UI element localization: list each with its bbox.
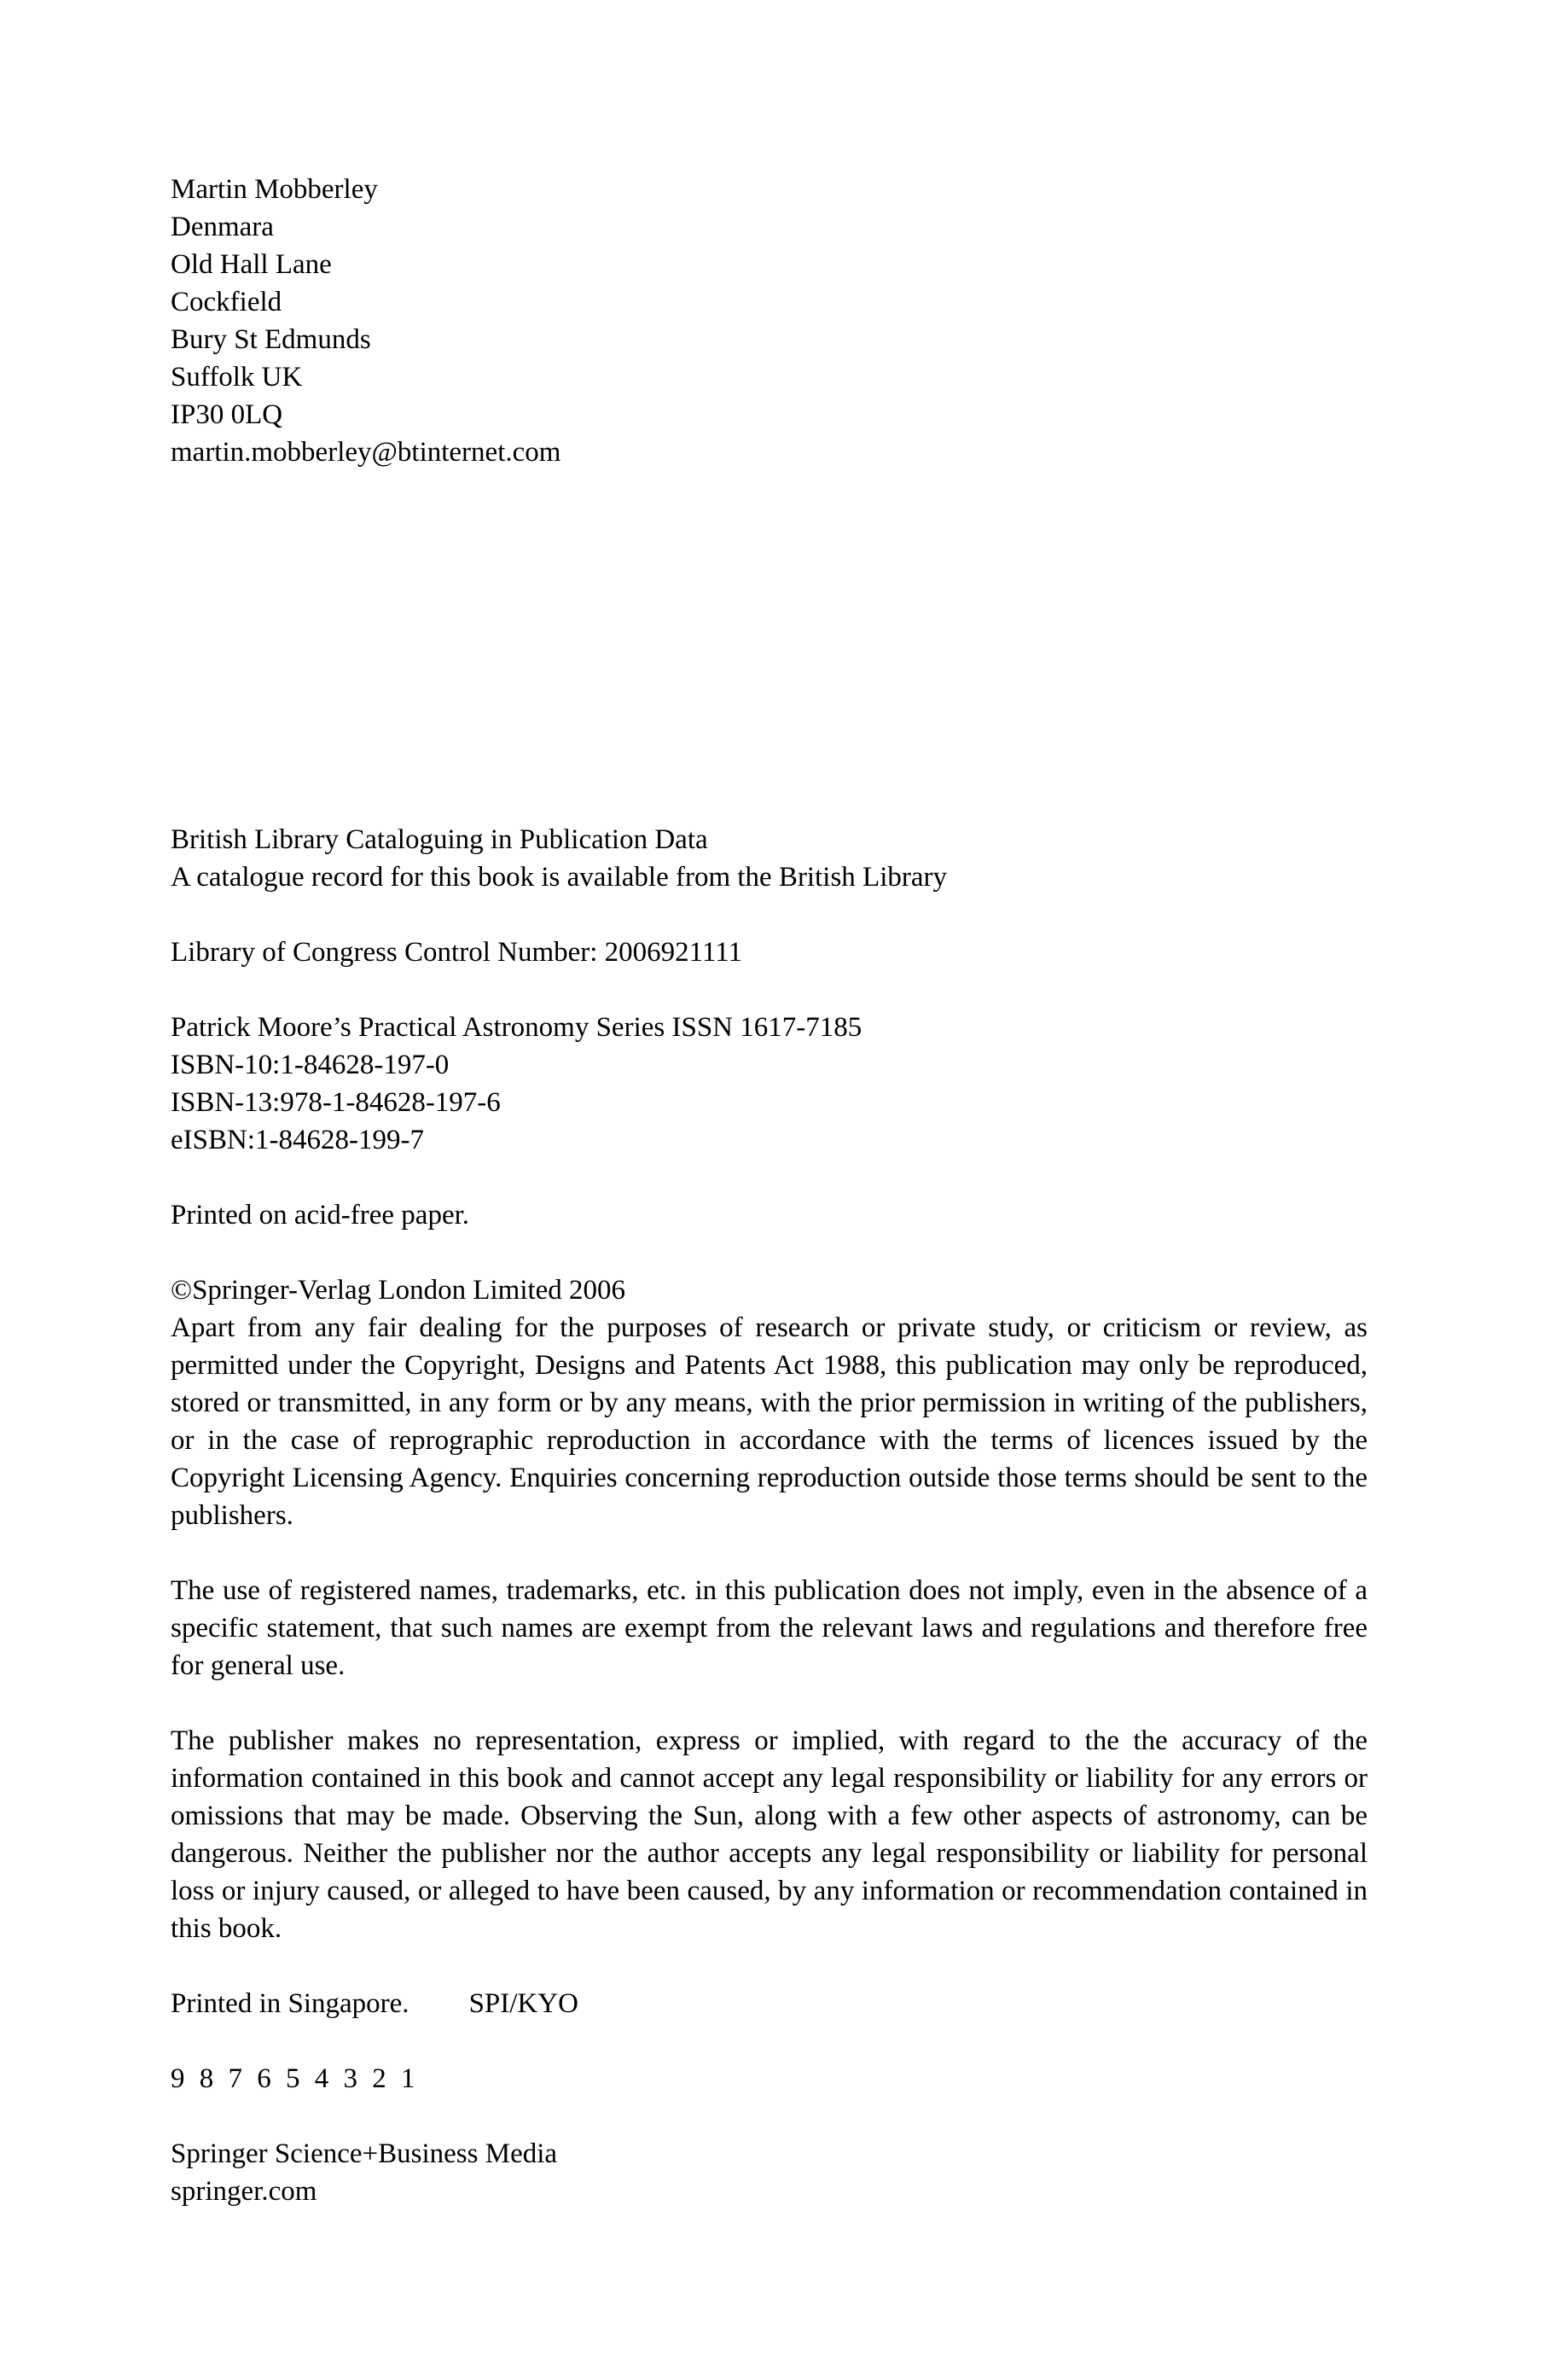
- print-run-numbers: 9 8 7 6 5 4 3 2 1: [171, 2063, 415, 2094]
- printed-in-text: Printed in Singapore.: [171, 1988, 409, 2019]
- print-run-block: [171, 2060, 1368, 2097]
- address-line: IP30 0LQ: [171, 399, 283, 430]
- series-issn-line: Patrick Moore’s Practical Astronomy Series ISSN 1617-7185: [171, 1012, 862, 1043]
- address-line: Denmara: [171, 212, 274, 242]
- address-line: Martin Mobberley: [171, 174, 378, 205]
- isbn-block: [171, 1009, 1368, 1159]
- isbn13-line: ISBN-13:978-1-84628-197-6: [171, 1087, 501, 1118]
- publisher-name: Springer Science+Business Media: [171, 2138, 558, 2169]
- printer-code: SPI/KYO: [468, 1988, 578, 2019]
- publisher-url: springer.com: [171, 2176, 317, 2207]
- eisbn-line: eISBN:1-84628-199-7: [171, 1125, 424, 1155]
- disclaimer-paragraph: The publisher makes no representation, express or implied, with regard to the the accuracy of the information contained in this book and cannot accept any legal responsibility or liability for any errors or omissions that may be made. Observing the Sun, along with a few other aspects of astronomy, can be dangerous. Neither the publisher nor the author accepts any legal responsibility or liability for personal loss or injury caused, or alleged to have been caused, by any information or recommendation contained in this book.: [171, 1725, 1368, 1944]
- acid-free-paper-block: [171, 1196, 1368, 1234]
- lccn-block: [171, 934, 1368, 971]
- bl-cataloguing-block: [171, 821, 1368, 896]
- isbn10-line: ISBN-10:1-84628-197-0: [171, 1050, 450, 1080]
- author-address-block: [171, 171, 1368, 471]
- trademark-paragraph: The use of registered names, trademarks, etc. in this publication does not imply, even in the absence of a specific statement, that such names are exempt from the relevant laws and regulations and therefore free for general use.: [171, 1575, 1368, 1681]
- bl-cataloguing-note: A catalogue record for this book is available from the British Library: [171, 862, 947, 893]
- copyright-block: [171, 1271, 1368, 1534]
- author-email: martin.mobberley@btinternet.com: [171, 437, 561, 468]
- printed-in-line: [171, 1985, 1368, 2022]
- address-line: Suffolk UK: [171, 362, 303, 393]
- address-line: Old Hall Lane: [171, 249, 332, 280]
- printed-in-block: [171, 1985, 1368, 2022]
- acid-free-paper-line: Printed on acid-free paper.: [171, 1200, 470, 1231]
- lccn-line: Library of Congress Control Number: 2006921111: [171, 937, 742, 968]
- address-line: Bury St Edmunds: [171, 324, 371, 355]
- copyright-notice: ©Springer-Verlag London Limited 2006: [171, 1275, 626, 1306]
- copyright-paragraph: Apart from any fair dealing for the purposes of research or private study, or criticism or review, as permitted under the Copyright, Designs and Patents Act 1988, this publication may only be reproduced, stored or transmitted, in any form or by any means, with the prior permission in writing of the publishers, or in the case of reprographic reproduction in accordance with the terms of licences issued by the Copyright Licensing Agency. Enquiries concerning reproduction outside those terms should be sent to the publishers.: [171, 1312, 1368, 1531]
- publisher-block: [171, 2135, 1368, 2210]
- address-line: Cockfield: [171, 287, 282, 317]
- bl-cataloguing-title: British Library Cataloguing in Publication Data: [171, 824, 708, 855]
